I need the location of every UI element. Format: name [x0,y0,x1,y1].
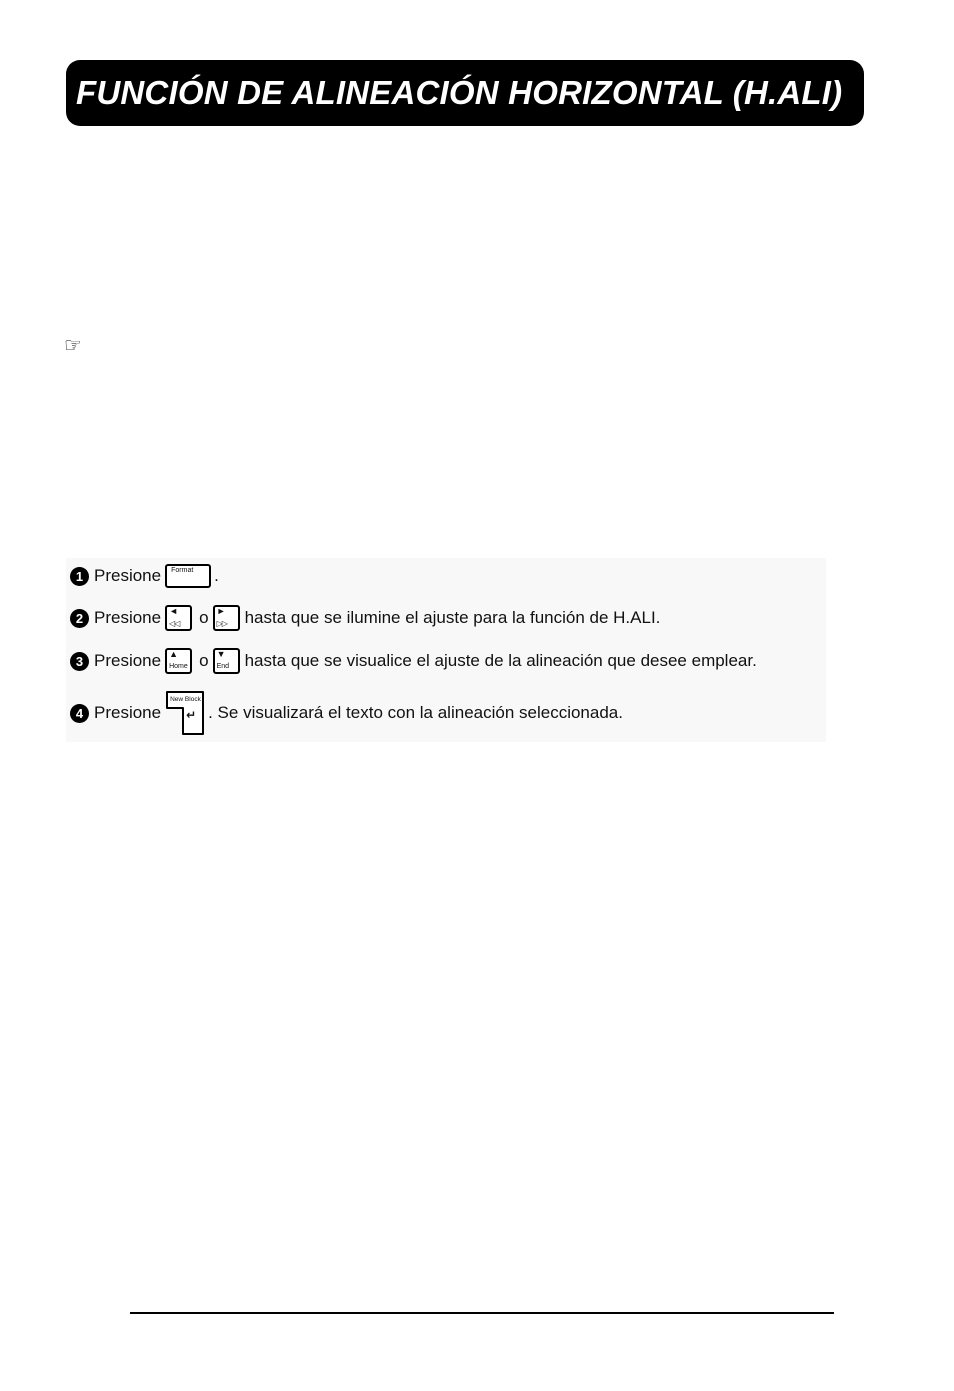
left-double-arrow-glyph: ◁◁ [169,619,180,628]
footer-rule [130,1312,834,1314]
step-1 [70,564,219,588]
down-arrow-glyph: ▼ [216,649,226,659]
step-1-prefix: Presione [94,566,162,585]
steps-panel [66,558,826,742]
end-key-icon [213,648,240,674]
new-block-key-label: New Block [170,696,201,703]
step-4-prefix: Presione [94,703,162,722]
step-1-suffix: . [214,566,219,585]
right-arrow-glyph: ► [216,606,226,616]
page-title: FUNCIÓN DE ALINEACIÓN HORIZONTAL (H.ALI) [76,74,843,111]
home-key-icon [165,648,192,674]
step-2 [70,605,660,631]
step-3-connector: o [199,651,209,670]
step-number-3: 3 [70,652,89,671]
end-key-label: End [216,663,230,670]
step-number-4: 4 [70,704,89,723]
step-2-prefix: Presione [94,608,162,627]
step-4-suffix: . Se visualizará el texto con la alineación seleccionada. [208,703,623,722]
format-key-icon [165,564,211,588]
title-banner [66,60,864,126]
up-arrow-glyph: ▲ [169,649,179,659]
right-arrow-key-icon [213,605,240,631]
step-3 [70,648,757,674]
new-block-key-icon [165,690,205,736]
return-arrow-icon: ↵ [186,708,197,722]
pointing-hand-icon: ☞ [64,333,82,357]
left-arrow-key-icon [165,605,192,631]
step-3-suffix: hasta que se visualice el ajuste de la alineación que desee emplear. [244,651,757,670]
step-number-1: 1 [70,567,89,586]
step-4 [70,690,623,736]
right-double-arrow-glyph: ▷▷ [216,619,227,628]
step-2-connector: o [199,608,209,627]
step-number-2: 2 [70,609,89,628]
step-3-prefix: Presione [94,651,162,670]
step-2-suffix: hasta que se ilumine el ajuste para la función de H.ALI. [244,608,661,627]
format-key-label: Format [171,567,194,574]
left-arrow-glyph: ◄ [169,606,179,616]
home-key-label: Home [169,663,188,670]
